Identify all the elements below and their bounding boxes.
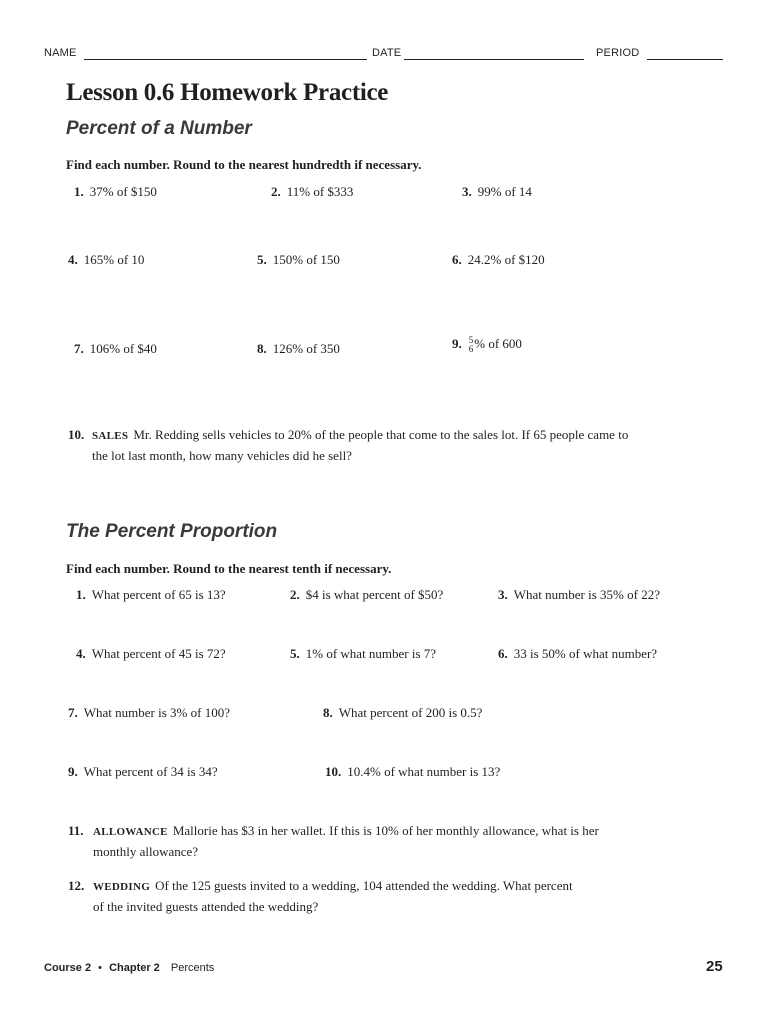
s1-word-problem-10: 10. SALES Mr. Redding sells vehicles to 20% of the people that come to the sales lot. If 65 people came to the lot last month, how many vehicles did he sell? xyxy=(68,427,629,463)
s2-problem-9: 9. What percent of 34 is 34? xyxy=(68,764,218,779)
s2-problem-1: 1. What percent of 65 is 13? xyxy=(76,587,226,602)
date-label: DATE xyxy=(372,47,402,59)
s2-problem-5: 5. 1% of what number is 7? xyxy=(290,646,437,661)
s2-problem-3: 3. What number is 35% of 22? xyxy=(498,587,660,602)
name-field-line[interactable] xyxy=(84,59,367,60)
s2-problem-2: 2. $4 is what percent of $50? xyxy=(290,587,444,602)
name-label: NAME xyxy=(44,47,77,59)
s1-problem-3: 3. 99% of 14 xyxy=(462,184,532,199)
section-title-percent-proportion: The Percent Proportion xyxy=(66,521,278,542)
date-field-line[interactable] xyxy=(404,59,584,60)
s2-problem-7: 7. What number is 3% of 100? xyxy=(68,705,230,720)
period-label: PERIOD xyxy=(596,47,640,59)
s1-problem-7: 7. 106% of $40 xyxy=(74,341,157,356)
s1-problem-1: 1. 37% of $150 xyxy=(74,184,157,199)
s1-problem-5: 5. 150% of 150 xyxy=(257,252,340,267)
s2-word-problem-12: 12. WEDDING Of the 125 guests invited to a wedding, 104 attended the wedding. What percent of the invited guests attended the wedding? xyxy=(68,878,573,914)
period-field-line[interactable] xyxy=(647,59,723,60)
section-title-percent-of-number: Percent of a Number xyxy=(66,118,252,139)
page-number: 25 xyxy=(706,958,723,975)
s2-problem-10: 10. 10.4% of what number is 13? xyxy=(325,764,501,779)
footer-course-info: Course 2 • Chapter 2 Percents xyxy=(44,962,215,974)
s1-problem-8: 8. 126% of 350 xyxy=(257,341,340,356)
s1-problem-4: 4. 165% of 10 xyxy=(68,252,145,267)
lesson-title: Lesson 0.6 Homework Practice xyxy=(66,79,389,106)
section2-instruction: Find each number. Round to the nearest tenth if necessary. xyxy=(66,561,392,576)
section1-instruction: Find each number. Round to the nearest hundredth if necessary. xyxy=(66,157,422,172)
s2-word-problem-11: 11. ALLOWANCE Mallorie has $3 in her wallet. If this is 10% of her monthly allowance, what is her monthly allowance? xyxy=(68,823,599,859)
s1-problem-6: 6. 24.2% of $120 xyxy=(452,252,545,267)
s2-problem-4: 4. What percent of 45 is 72? xyxy=(76,646,226,661)
fraction-five-sixths: 5 6 xyxy=(468,335,474,355)
s2-problem-6: 6. 33 is 50% of what number? xyxy=(498,646,658,661)
s2-problem-8: 8. What percent of 200 is 0.5? xyxy=(323,705,483,720)
s1-problem-2: 2. 11% of $333 xyxy=(271,184,354,199)
s1-problem-9: 9. 5 6 % of 600 xyxy=(452,335,522,355)
